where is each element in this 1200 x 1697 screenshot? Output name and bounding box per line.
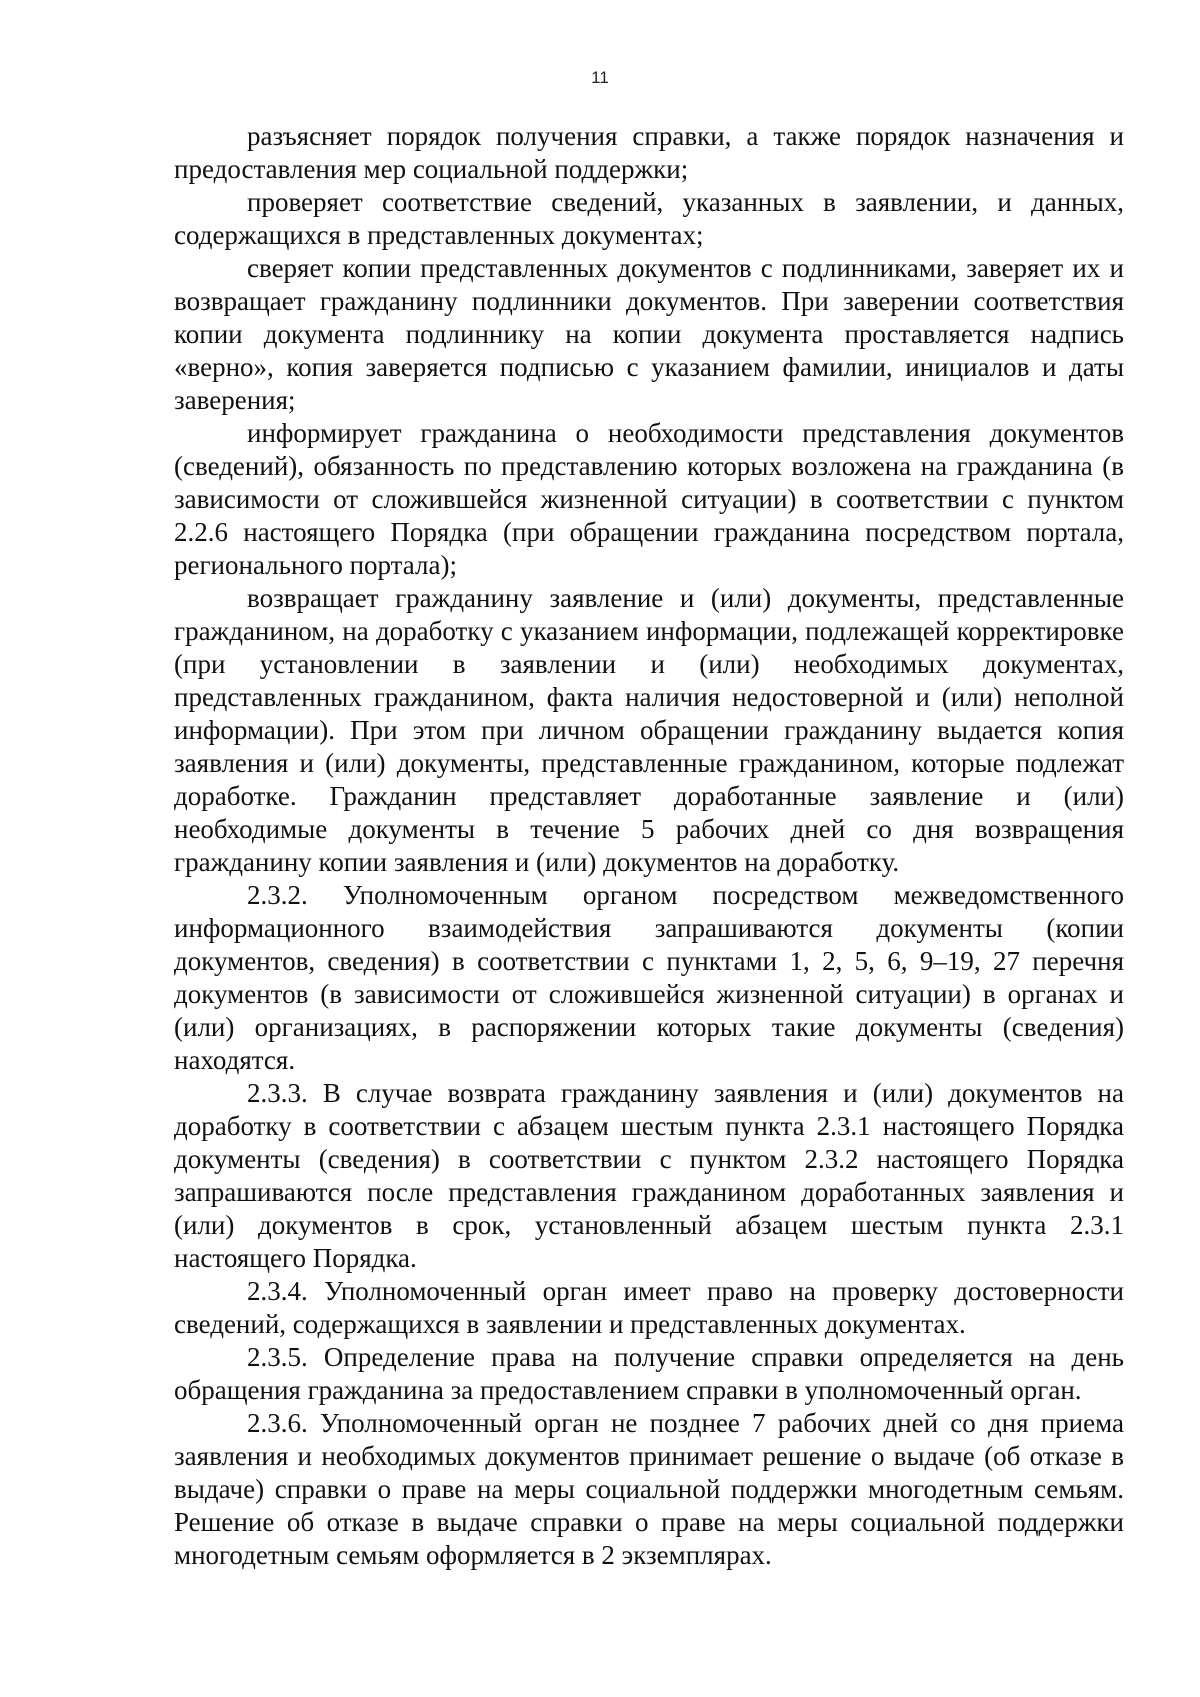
paragraph-2-3-3: 2.3.3. В случае возврата гражданину заявления и (или) документов на доработку в соответствии с абзацем шестым пункта 2.3.1 настоящего Порядка документы (сведения) в соответствии с пунктом 2.3.2 настоящего Порядка запрашиваются после представления гражданином доработанных заявления и (или) документов в срок, установленный абзацем шестым пункта 2.3.1 настоящего Порядка.	[174, 1078, 1124, 1273]
paragraph-explains-procedure: разъясняет порядок получения справки, а также порядок назначения и предоставления мер социальной поддержки;	[174, 121, 1124, 184]
paragraph-informs-citizen: информирует гражданина о необходимости представления документов (сведений), обязанность по представлению которых возложена на гражданина (в зависимости от сложившейся жизненной ситуации) в соответствии с пунктом 2.2.6 настоящего Порядка (при обращении гражданина посредством портала, регионального портала);	[174, 418, 1124, 580]
paragraph-2-3-4: 2.3.4. Уполномоченный орган имеет право на проверку достоверности сведений, содержащихся в заявлении и представленных документах.	[174, 1276, 1124, 1339]
paragraph-2-3-2: 2.3.2. Уполномоченным органом посредством межведомственного информационного взаимодействия запрашиваются документы (копии документов, сведения) в соответствии с пунктами 1, 2, 5, 6, 9–19, 27 перечня документов (в зависимости от сложившейся жизненной ситуации) в органах и (или) организациях, в распоряжении которых такие документы (сведения) находятся.	[174, 880, 1124, 1075]
paragraph-returns-documents: возвращает гражданину заявление и (или) документы, представленные гражданином, на доработку с указанием информации, подлежащей корректировке (при установлении в заявлении и (или) необходимых документах, представленных гражданином, факта наличия недостоверной и (или) неполной информации). При этом при личном обращении гражданину выдается копия заявления и (или) документы, представленные гражданином, которые подлежат доработке. Гражданин представляет доработанные заявление и (или) необходимые документы в течение 5 рабочих дней со дня возвращения гражданину копии заявления и (или) документов на доработку.	[174, 583, 1124, 877]
paragraph-2-3-5: 2.3.5. Определение права на получение справки определяется на день обращения гражданина за предоставлением справки в уполномоченный орган.	[174, 1342, 1124, 1405]
paragraph-2-3-6: 2.3.6. Уполномоченный орган не позднее 7 рабочих дней со дня приема заявления и необходимых документов принимает решение о выдаче (об отказе в выдаче) справки о праве на меры социальной поддержки многодетным семьям. Решение об отказе в выдаче справки о праве на меры социальной поддержки многодетным семьям оформляется в 2 экземплярах.	[174, 1408, 1124, 1570]
paragraph-verifies-copies: сверяет копии представленных документов с подлинниками, заверяет их и возвращает гражданину подлинники документов. При заверении соответствия копии документа подлиннику на копии документа проставляется надпись «верно», копия заверяется подписью с указанием фамилии, инициалов и даты заверения;	[174, 253, 1124, 415]
page-number: 11	[591, 68, 609, 87]
document-body	[174, 120, 1124, 1572]
paragraph-checks-information: проверяет соответствие сведений, указанных в заявлении, и данных, содержащихся в представленных документах;	[174, 187, 1124, 250]
